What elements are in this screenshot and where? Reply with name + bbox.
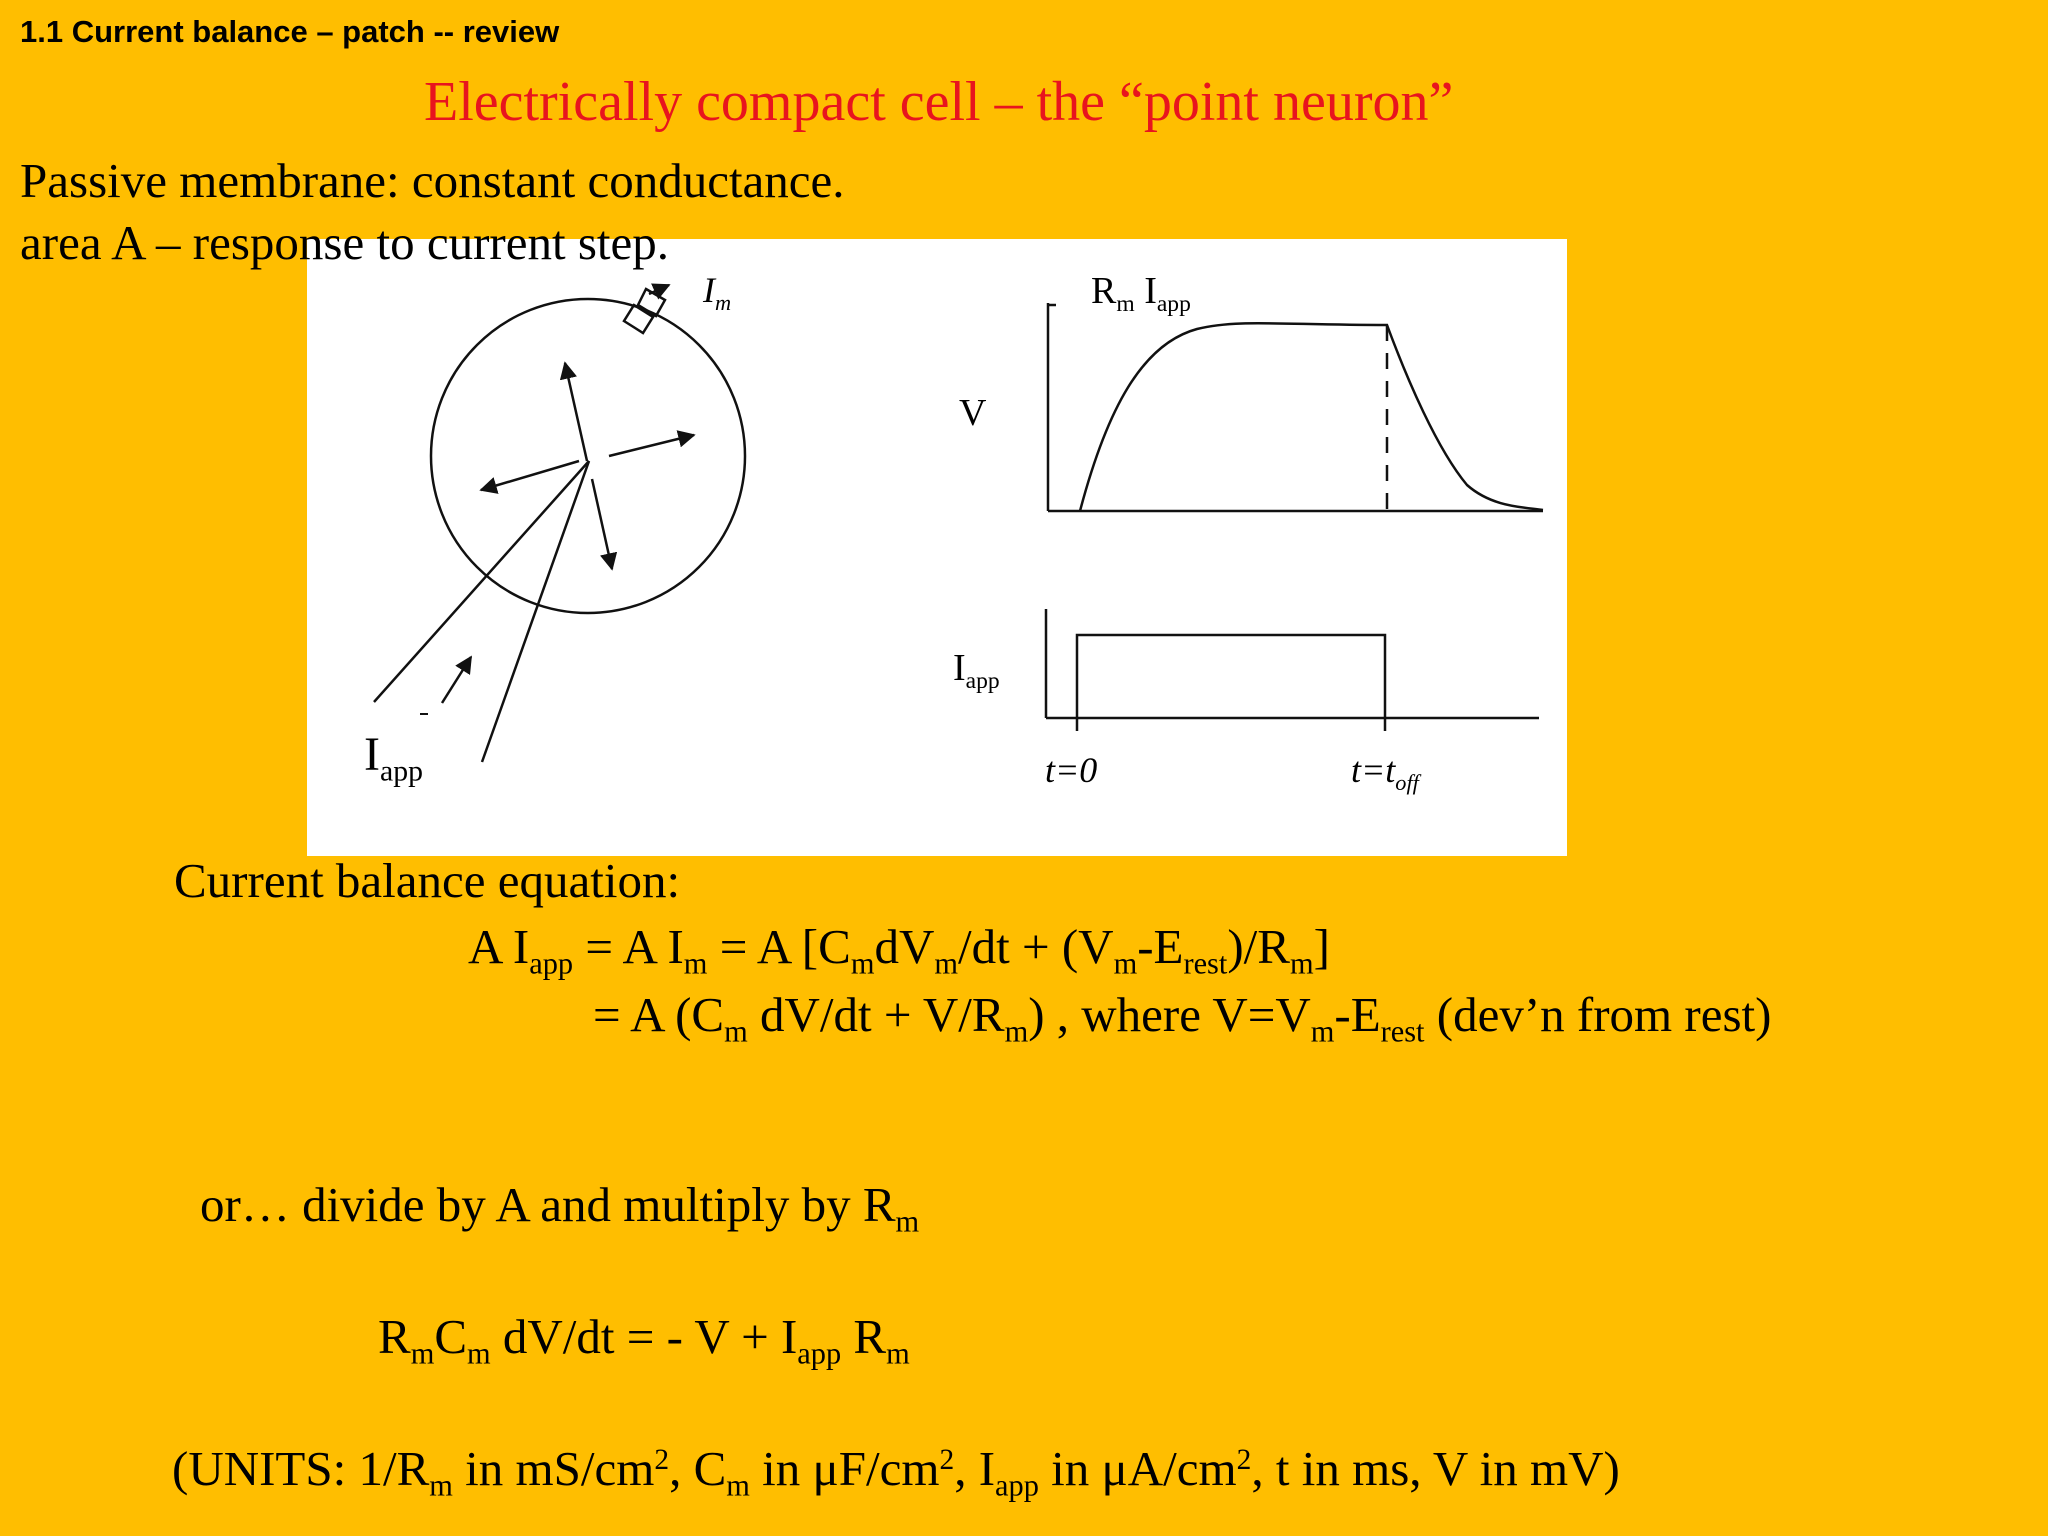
pipette-line-1: [374, 461, 589, 702]
slide-title: Electrically compact cell – the “point neuron”: [424, 71, 1454, 133]
im-arrow: [649, 285, 669, 294]
iapp-label: $I_{app}$: [364, 728, 423, 788]
current-trace: [1046, 609, 1539, 731]
t0-label: t=0: [1045, 750, 1098, 790]
equation-1: A $I_{app} = A$ $I_m = A$ $[C_mdV_m/dt + (V_m-E_{rest})/R_m]$: [468, 919, 1330, 981]
im-label: $I_m$: [703, 270, 732, 315]
equation-3: $R_mC_m$ dV/dt = - $V + I_{app}$ $R_m$: [378, 1309, 910, 1371]
equation-heading: Current balance equation:: [174, 853, 681, 908]
arrow-right: [609, 435, 694, 456]
iapp-arrow: [442, 657, 471, 703]
arrow-up: [565, 363, 587, 461]
intro-line-2: area A – response to current step.: [20, 215, 670, 270]
units-line: (UNITS: $1/R_m$ in $mS/cm^2$, $C_m$ in $\mu F/cm^2$, $I_{app}$ in $\mu A/cm^2$, t in ms, V in mV): [172, 1441, 1620, 1503]
cell-membrane: [431, 299, 745, 613]
toff-label: $t=t_{off}$: [1351, 750, 1419, 795]
voltage-trace: [1048, 303, 1543, 511]
slide-header: 1.1 Current balance – patch -- review: [20, 14, 560, 49]
equation-2: = A ($C_m$ $dV/dt + V/R_m$) , where $V=V_m-E_{rest}$ (dev’n from rest): [593, 987, 1772, 1049]
v-curve: [1080, 323, 1543, 511]
intro-line-1: Passive membrane: constant conductance.: [20, 153, 845, 208]
diagram-panel: [307, 239, 1567, 856]
plateau-label: $R_m$ $I_{app}$: [1091, 270, 1191, 318]
v-axis-label: V: [959, 392, 987, 434]
arrow-left: [481, 461, 579, 490]
or-line: or… divide by A and multiply by $R_m$: [200, 1177, 920, 1239]
iapp-axis-label: $I_{app}$: [953, 647, 1000, 695]
arrow-down: [592, 479, 612, 569]
patch-channel: [624, 289, 665, 333]
cell-schematic: [374, 285, 745, 762]
iapp-step: [1077, 635, 1385, 731]
